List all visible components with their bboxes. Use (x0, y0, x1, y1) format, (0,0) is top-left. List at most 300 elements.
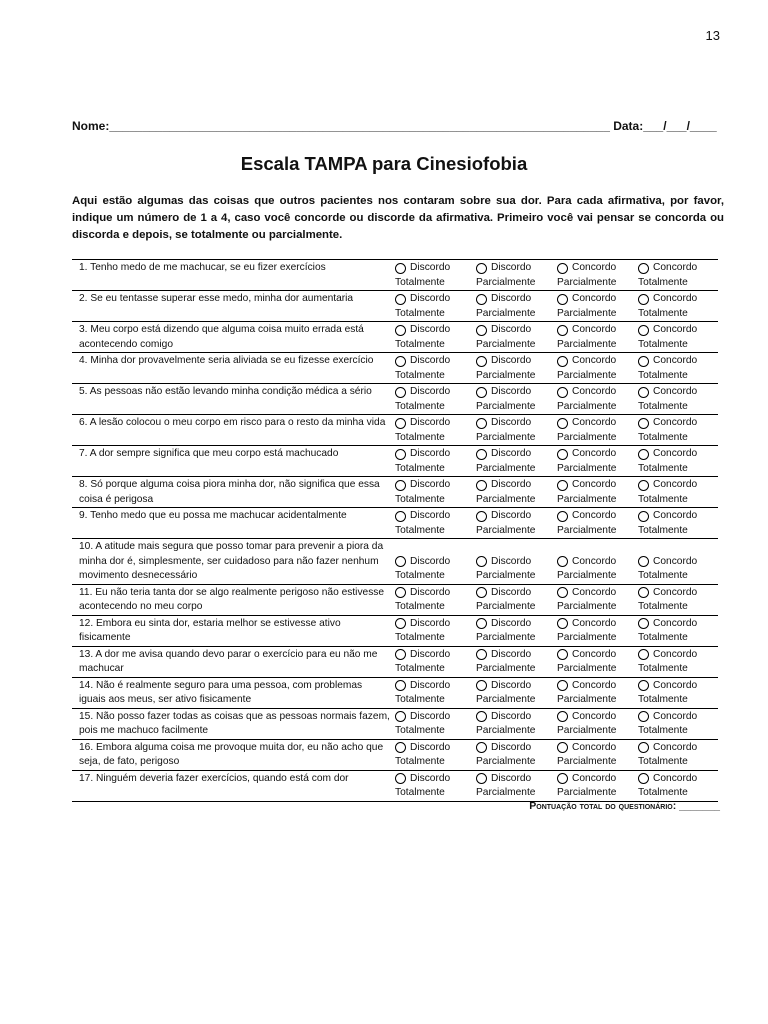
radio-circle-icon[interactable] (557, 325, 568, 336)
option-discordo-totalmente[interactable] (395, 477, 476, 507)
option-cell-concordo-parcialmente (557, 477, 638, 508)
option-label-top (638, 648, 697, 663)
table-row (72, 584, 718, 615)
option-word: Discordo (491, 479, 532, 490)
option-label-top (395, 385, 450, 400)
option-qualifier: Totalmente (638, 462, 688, 474)
option-concordo-totalmente[interactable] (638, 384, 718, 414)
option-word: Concordo (653, 741, 698, 753)
radio-circle-icon[interactable] (557, 449, 568, 460)
option-concordo-parcialmente[interactable] (557, 771, 638, 801)
radio-circle-icon[interactable] (638, 480, 649, 491)
radio-circle-icon[interactable] (395, 449, 406, 460)
option-discordo-parcialmente[interactable] (476, 740, 557, 770)
radio-circle-icon[interactable] (395, 618, 406, 629)
option-cell-concordo-parcialmente (557, 770, 638, 801)
radio-circle-icon[interactable] (638, 680, 649, 691)
option-cell-discordo-parcialmente (476, 322, 557, 353)
option-word: Discordo (410, 555, 451, 567)
radio-circle-icon[interactable] (476, 511, 487, 522)
table-row (72, 353, 718, 384)
option-cell-discordo-parcialmente (476, 539, 557, 585)
statement-text: 12. Embora eu sinta dor, estaria melhor se estivesse ativo fisicamente (79, 617, 341, 643)
option-cell-concordo-totalmente (638, 539, 718, 585)
radio-circle-icon[interactable] (395, 773, 406, 784)
option-concordo-totalmente[interactable] (638, 585, 718, 615)
option-discordo-totalmente[interactable] (395, 384, 476, 414)
option-word: Concordo (653, 586, 698, 598)
radio-circle-icon[interactable] (395, 587, 406, 598)
radio-circle-icon[interactable] (557, 387, 568, 398)
option-qualifier: Totalmente (638, 493, 688, 505)
option-concordo-parcialmente[interactable] (557, 554, 638, 584)
option-label-top (638, 261, 697, 276)
option-qualifier: Totalmente (395, 632, 445, 643)
option-discordo-totalmente[interactable] (395, 322, 476, 352)
option-qualifier: Totalmente (638, 632, 688, 643)
statement-text: 5. As pessoas não estão levando minha condição médica a sério (79, 386, 372, 397)
option-discordo-parcialmente[interactable] (476, 616, 557, 646)
radio-circle-icon[interactable] (638, 618, 649, 629)
option-cell-concordo-parcialmente (557, 322, 638, 353)
option-concordo-totalmente[interactable] (638, 260, 718, 290)
option-label-top (476, 679, 531, 694)
option-word: Concordo (572, 710, 617, 722)
option-discordo-parcialmente[interactable] (476, 353, 557, 383)
option-qualifier: Parcialmente (557, 524, 617, 536)
radio-circle-icon[interactable] (638, 418, 649, 429)
table-row (72, 260, 718, 291)
option-concordo-parcialmente[interactable] (557, 616, 638, 646)
option-cell-discordo-parcialmente (476, 384, 557, 415)
option-qualifier: Parcialmente (557, 462, 617, 474)
option-discordo-parcialmente[interactable] (476, 322, 557, 352)
radio-circle-icon[interactable] (476, 680, 487, 691)
option-cell-discordo-parcialmente (476, 291, 557, 322)
option-discordo-parcialmente[interactable] (476, 384, 557, 414)
option-discordo-parcialmente[interactable] (476, 678, 557, 708)
radio-circle-icon[interactable] (395, 556, 406, 567)
radio-circle-icon[interactable] (395, 356, 406, 367)
radio-circle-icon[interactable] (638, 294, 649, 305)
option-concordo-totalmente[interactable] (638, 554, 718, 584)
option-cell-discordo-totalmente (395, 646, 476, 677)
option-word: Discordo (410, 586, 451, 598)
option-qualifier: Totalmente (638, 338, 688, 350)
option-qualifier: Parcialmente (557, 632, 617, 643)
option-qualifier: Parcialmente (557, 663, 617, 674)
option-cell-discordo-parcialmente (476, 508, 557, 539)
radio-circle-icon[interactable] (395, 387, 406, 398)
option-concordo-parcialmente[interactable] (557, 508, 638, 538)
option-qualifier: Parcialmente (476, 400, 536, 412)
option-qualifier: Parcialmente (476, 632, 536, 643)
radio-circle-icon[interactable] (395, 480, 406, 491)
option-qualifier: Parcialmente (476, 601, 536, 612)
option-label-top (557, 772, 616, 787)
option-discordo-parcialmente[interactable] (476, 508, 557, 538)
radio-circle-icon[interactable] (395, 418, 406, 429)
option-word: Discordo (491, 679, 532, 691)
radio-circle-icon[interactable] (476, 325, 487, 336)
option-word: Discordo (410, 262, 451, 273)
option-discordo-totalmente[interactable] (395, 678, 476, 708)
option-cell-concordo-totalmente (638, 353, 718, 384)
statement-text: 2. Se eu tentasse superar esse medo, minha dor aumentaria (79, 293, 354, 304)
statement-text: 3. Meu corpo está dizendo que alguma coisa muito errada está acontecendo comigo (79, 324, 364, 350)
option-qualifier: Totalmente (395, 787, 445, 798)
option-qualifier: Totalmente (395, 694, 445, 705)
option-label-top (395, 586, 450, 601)
option-concordo-totalmente[interactable] (638, 709, 718, 739)
option-discordo-totalmente[interactable] (395, 508, 476, 538)
radio-circle-icon[interactable] (638, 511, 649, 522)
option-concordo-totalmente[interactable] (638, 415, 718, 445)
radio-circle-icon[interactable] (395, 711, 406, 722)
option-cell-discordo-totalmente (395, 477, 476, 508)
radio-circle-icon[interactable] (557, 511, 568, 522)
option-label-top (557, 385, 616, 400)
option-discordo-totalmente[interactable] (395, 260, 476, 290)
option-discordo-parcialmente[interactable] (476, 477, 557, 507)
option-label-top (395, 261, 450, 276)
option-word: Discordo (491, 448, 532, 459)
option-discordo-parcialmente[interactable] (476, 446, 557, 476)
option-word: Concordo (653, 555, 698, 567)
option-label-top (557, 323, 616, 338)
option-concordo-parcialmente[interactable] (557, 446, 638, 476)
option-qualifier: Parcialmente (557, 369, 617, 381)
option-discordo-parcialmente[interactable] (476, 260, 557, 290)
option-word: Concordo (572, 386, 617, 397)
statement-text: 4. Minha dor provavelmente seria aliviada se eu fizesse exercício (79, 355, 374, 366)
radio-circle-icon[interactable] (557, 618, 568, 629)
option-qualifier: Parcialmente (557, 787, 617, 798)
option-word: Discordo (410, 417, 451, 428)
option-label-top (557, 261, 616, 276)
option-qualifier: Totalmente (395, 601, 445, 612)
radio-circle-icon[interactable] (476, 618, 487, 629)
option-discordo-totalmente[interactable] (395, 771, 476, 801)
option-label-top (557, 354, 616, 369)
option-discordo-totalmente[interactable] (395, 291, 476, 321)
option-discordo-totalmente[interactable] (395, 415, 476, 445)
option-word: Concordo (653, 679, 698, 691)
option-discordo-totalmente[interactable] (395, 616, 476, 646)
option-word: Concordo (572, 448, 617, 459)
option-word: Discordo (410, 293, 451, 304)
option-cell-discordo-parcialmente (476, 739, 557, 770)
option-cell-concordo-parcialmente (557, 646, 638, 677)
option-concordo-parcialmente[interactable] (557, 384, 638, 414)
option-concordo-totalmente[interactable] (638, 322, 718, 352)
statement-text: 14. Não é realmente seguro para uma pessoa, com problemas iguais aos meus, ser ativo fisicamente (79, 679, 363, 705)
option-label-top (638, 478, 697, 493)
radio-circle-icon[interactable] (638, 773, 649, 784)
option-cell-concordo-parcialmente (557, 415, 638, 446)
option-concordo-parcialmente[interactable] (557, 647, 638, 677)
option-word: Concordo (572, 741, 617, 753)
option-word: Concordo (653, 510, 698, 521)
option-concordo-totalmente[interactable] (638, 616, 718, 646)
radio-circle-icon[interactable] (638, 649, 649, 660)
radio-circle-icon[interactable] (476, 263, 487, 274)
radio-circle-icon[interactable] (557, 480, 568, 491)
option-label-top (557, 555, 616, 570)
option-label-top (476, 354, 531, 369)
option-word: Discordo (491, 555, 532, 567)
option-discordo-totalmente[interactable] (395, 709, 476, 739)
option-discordo-parcialmente[interactable] (476, 415, 557, 445)
radio-circle-icon[interactable] (638, 325, 649, 336)
radio-circle-icon[interactable] (557, 587, 568, 598)
option-label-top (395, 710, 450, 725)
option-cell-concordo-parcialmente (557, 446, 638, 477)
option-qualifier: Parcialmente (476, 493, 536, 505)
option-discordo-totalmente[interactable] (395, 446, 476, 476)
statement-text: 15. Não posso fazer todas as coisas que as pessoas normais fazem, pois me machuco facilmente (79, 710, 390, 736)
option-word: Concordo (653, 355, 698, 366)
option-concordo-totalmente[interactable] (638, 678, 718, 708)
option-word: Discordo (491, 417, 532, 428)
option-word: Concordo (572, 262, 617, 273)
option-label-top (476, 323, 531, 338)
radio-circle-icon[interactable] (476, 449, 487, 460)
option-label-top (557, 648, 616, 663)
option-qualifier: Totalmente (395, 663, 445, 674)
option-discordo-parcialmente[interactable] (476, 554, 557, 584)
radio-circle-icon[interactable] (476, 587, 487, 598)
option-label-top (476, 447, 531, 462)
option-word: Concordo (572, 586, 617, 598)
option-word: Concordo (653, 417, 698, 428)
option-label-top (476, 292, 531, 307)
option-word: Discordo (410, 710, 451, 722)
option-cell-concordo-totalmente (638, 477, 718, 508)
option-concordo-parcialmente[interactable] (557, 585, 638, 615)
option-label-top (638, 323, 697, 338)
option-label-top (638, 772, 697, 787)
option-qualifier: Parcialmente (476, 694, 536, 705)
radio-circle-icon[interactable] (638, 449, 649, 460)
option-word: Discordo (410, 324, 451, 335)
option-label-top (476, 385, 531, 400)
option-cell-discordo-parcialmente (476, 260, 557, 291)
option-word: Concordo (653, 293, 698, 304)
option-concordo-parcialmente[interactable] (557, 477, 638, 507)
option-cell-discordo-totalmente (395, 615, 476, 646)
option-qualifier: Parcialmente (476, 524, 536, 536)
option-label-top (395, 292, 450, 307)
option-label-top (476, 586, 531, 601)
radio-circle-icon[interactable] (557, 556, 568, 567)
total-score-field[interactable]: Pontuação total do questionário: _______ (529, 800, 720, 812)
radio-circle-icon[interactable] (557, 680, 568, 691)
radio-circle-icon[interactable] (395, 742, 406, 753)
option-concordo-totalmente[interactable] (638, 647, 718, 677)
option-discordo-totalmente[interactable] (395, 647, 476, 677)
statement-text: 10. A atitude mais segura que posso tomar para prevenir a piora da minha dor é, simplesmente, ser cuidadoso para não fazer nenhum movimento desnecessário (79, 541, 384, 581)
option-word: Discordo (410, 617, 451, 629)
option-cell-concordo-parcialmente (557, 708, 638, 739)
option-label-top (557, 710, 616, 725)
option-concordo-totalmente[interactable] (638, 771, 718, 801)
option-cell-concordo-totalmente (638, 770, 718, 801)
radio-circle-icon[interactable] (395, 325, 406, 336)
radio-circle-icon[interactable] (557, 418, 568, 429)
option-label-top (395, 447, 450, 462)
option-discordo-parcialmente[interactable] (476, 771, 557, 801)
option-concordo-parcialmente[interactable] (557, 353, 638, 383)
option-concordo-parcialmente[interactable] (557, 291, 638, 321)
radio-circle-icon[interactable] (395, 649, 406, 660)
table-row (72, 415, 718, 446)
option-discordo-parcialmente[interactable] (476, 709, 557, 739)
option-cell-discordo-totalmente (395, 739, 476, 770)
radio-circle-icon[interactable] (557, 294, 568, 305)
option-discordo-parcialmente[interactable] (476, 291, 557, 321)
option-qualifier: Totalmente (638, 694, 688, 705)
option-label-top (638, 679, 697, 694)
radio-circle-icon[interactable] (557, 649, 568, 660)
option-word: Discordo (410, 510, 451, 521)
radio-circle-icon[interactable] (638, 587, 649, 598)
radio-circle-icon[interactable] (638, 387, 649, 398)
option-cell-discordo-parcialmente (476, 415, 557, 446)
option-cell-concordo-totalmente (638, 322, 718, 353)
option-label-top (557, 416, 616, 431)
option-cell-discordo-totalmente (395, 446, 476, 477)
radio-circle-icon[interactable] (638, 263, 649, 274)
option-discordo-parcialmente[interactable] (476, 647, 557, 677)
option-concordo-totalmente[interactable] (638, 508, 718, 538)
option-word: Discordo (410, 448, 451, 459)
option-label-top (638, 385, 697, 400)
option-cell-concordo-parcialmente (557, 508, 638, 539)
table-row (72, 508, 718, 539)
option-word: Discordo (491, 617, 532, 629)
option-cell-concordo-parcialmente (557, 584, 638, 615)
option-discordo-totalmente[interactable] (395, 585, 476, 615)
option-cell-concordo-totalmente (638, 584, 718, 615)
statement-text: 11. Eu não teria tanta dor se algo realmente perigoso não estivesse acontecendo no meu corpo (79, 586, 385, 612)
radio-circle-icon[interactable] (476, 356, 487, 367)
option-label-top (557, 586, 616, 601)
option-label-top (395, 648, 450, 663)
scale-table (72, 259, 718, 802)
option-label-top (557, 447, 616, 462)
radio-circle-icon[interactable] (476, 649, 487, 660)
option-qualifier: Parcialmente (476, 756, 536, 767)
radio-circle-icon[interactable] (638, 742, 649, 753)
radio-circle-icon[interactable] (476, 556, 487, 567)
option-word: Discordo (491, 741, 532, 753)
option-label-top (476, 478, 531, 493)
radio-circle-icon[interactable] (395, 263, 406, 274)
option-cell-discordo-totalmente (395, 584, 476, 615)
radio-circle-icon[interactable] (395, 680, 406, 691)
option-concordo-parcialmente[interactable] (557, 415, 638, 445)
option-concordo-parcialmente[interactable] (557, 740, 638, 770)
option-label-top (638, 741, 697, 756)
option-qualifier: Parcialmente (476, 725, 536, 736)
option-qualifier: Totalmente (395, 725, 445, 736)
option-concordo-parcialmente[interactable] (557, 322, 638, 352)
radio-circle-icon[interactable] (638, 356, 649, 367)
option-word: Concordo (653, 386, 698, 397)
option-label-top (476, 710, 531, 725)
option-label-top (638, 710, 697, 725)
radio-circle-icon[interactable] (476, 773, 487, 784)
option-concordo-parcialmente[interactable] (557, 260, 638, 290)
option-word: Discordo (410, 679, 451, 691)
option-concordo-totalmente[interactable] (638, 446, 718, 476)
option-cell-discordo-totalmente (395, 539, 476, 585)
radio-circle-icon[interactable] (557, 742, 568, 753)
radio-circle-icon[interactable] (557, 773, 568, 784)
radio-circle-icon[interactable] (638, 711, 649, 722)
radio-circle-icon[interactable] (395, 294, 406, 305)
option-concordo-totalmente[interactable] (638, 477, 718, 507)
radio-circle-icon[interactable] (557, 263, 568, 274)
statement-text: 9. Tenho medo que eu possa me machucar acidentalmente (79, 510, 347, 521)
radio-circle-icon[interactable] (476, 711, 487, 722)
option-concordo-totalmente[interactable] (638, 740, 718, 770)
radio-circle-icon[interactable] (395, 511, 406, 522)
radio-circle-icon[interactable] (476, 742, 487, 753)
option-discordo-totalmente[interactable] (395, 740, 476, 770)
option-qualifier: Totalmente (638, 431, 688, 443)
table-row (72, 477, 718, 508)
option-cell-concordo-totalmente (638, 446, 718, 477)
radio-circle-icon[interactable] (557, 711, 568, 722)
option-word: Concordo (653, 710, 698, 722)
option-concordo-totalmente[interactable] (638, 353, 718, 383)
option-word: Concordo (653, 772, 698, 784)
option-label-top (638, 416, 697, 431)
option-word: Discordo (410, 741, 451, 753)
option-qualifier: Totalmente (395, 431, 445, 443)
table-row (72, 322, 718, 353)
table-row (72, 646, 718, 677)
radio-circle-icon[interactable] (476, 418, 487, 429)
option-cell-concordo-totalmente (638, 646, 718, 677)
table-row (72, 770, 718, 801)
option-concordo-parcialmente[interactable] (557, 709, 638, 739)
radio-circle-icon[interactable] (476, 294, 487, 305)
option-cell-concordo-totalmente (638, 708, 718, 739)
option-qualifier: Totalmente (638, 725, 688, 736)
option-word: Discordo (491, 510, 532, 521)
option-discordo-totalmente[interactable] (395, 353, 476, 383)
option-concordo-totalmente[interactable] (638, 291, 718, 321)
option-cell-discordo-parcialmente (476, 584, 557, 615)
option-discordo-parcialmente[interactable] (476, 585, 557, 615)
name-date-field[interactable]: Nome:___________________________________________________________________________ Data:___/___/____ (72, 119, 717, 133)
radio-circle-icon[interactable] (476, 387, 487, 398)
option-qualifier: Parcialmente (476, 462, 536, 474)
radio-circle-icon[interactable] (638, 556, 649, 567)
radio-circle-icon[interactable] (557, 356, 568, 367)
option-qualifier: Parcialmente (557, 756, 617, 767)
radio-circle-icon[interactable] (476, 480, 487, 491)
option-discordo-totalmente[interactable] (395, 554, 476, 584)
option-cell-concordo-parcialmente (557, 615, 638, 646)
option-word: Concordo (653, 324, 698, 335)
option-word: Concordo (653, 262, 698, 273)
option-cell-discordo-parcialmente (476, 677, 557, 708)
option-concordo-parcialmente[interactable] (557, 678, 638, 708)
